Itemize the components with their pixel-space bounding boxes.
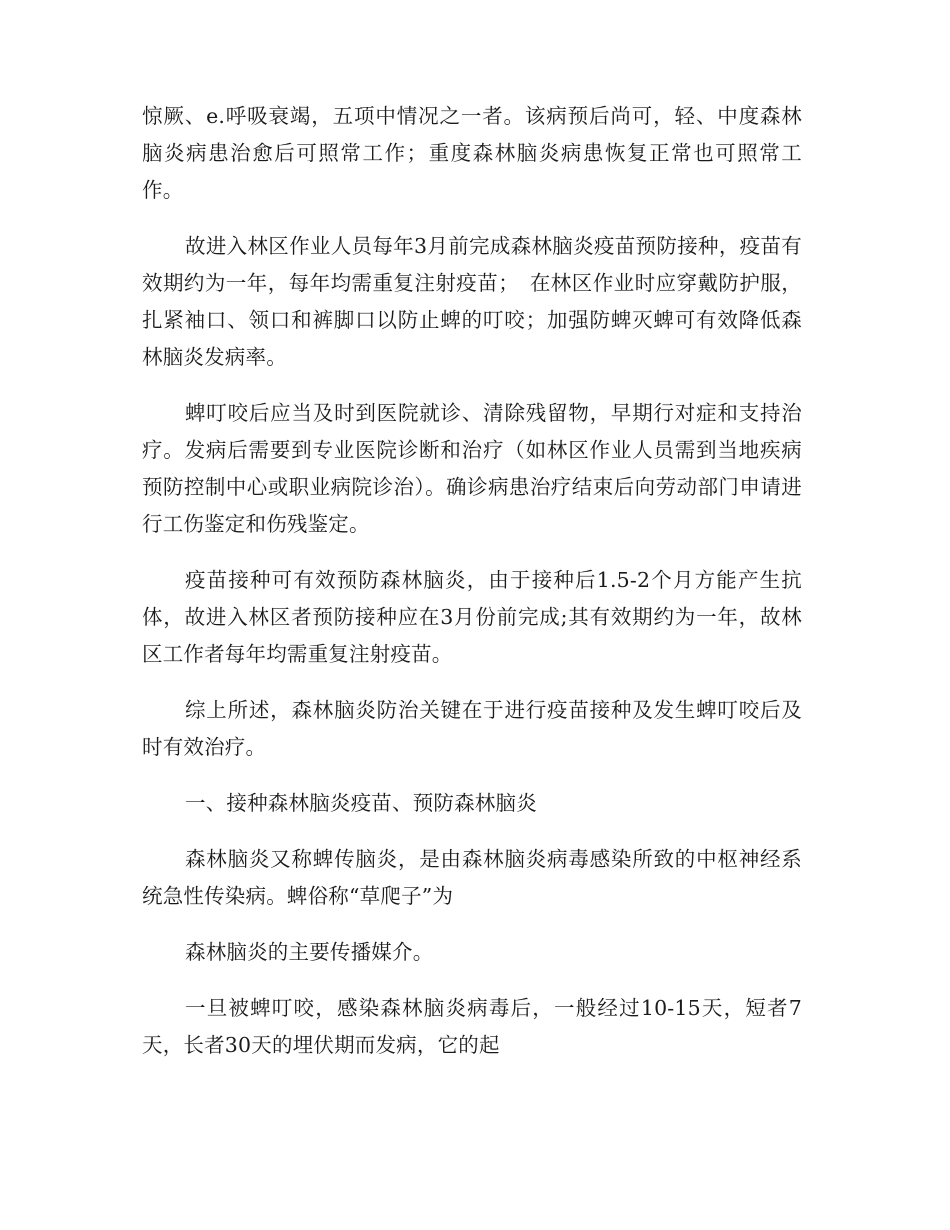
paragraph-5: 综上所述，森林脑炎防治关键在于进行疫苗接种及发生蜱叮咬后及时有效治疗。 [142,698,802,759]
paragraph-7: 森林脑炎又称蜱传脑炎，是由森林脑炎病毒感染所致的中枢神经系统急性传染病。蜱俗称“草爬子”为 [142,847,802,908]
paragraph-2: 故进入林区作业人员每年3月前完成森林脑炎疫苗预防接种，疫苗有效期约为一年，每年均需重复注射疫苗； 在林区作业时应穿戴防护服，扎紧袖口、领口和裤脚口以防止蜱的叮咬；加强防蜱灭蜱可有效降低森林脑炎发病率。 [142,234,802,369]
paragraph-4: 疫苗接种可有效预防森林脑炎，由于接种后1.5-2个月方能产生抗体，故进入林区者预防接种应在3月份前完成;其有效期约为一年，故林区工作者每年均需重复注射疫苗。 [142,568,802,666]
paragraph-1: 惊厥、e.呼吸衰竭，五项中情况之一者。该病预后尚可，轻、中度森林脑炎病患治愈后可照常工作；重度森林脑炎病患恢复正常也可照常工作。 [142,104,802,202]
document-body [142,98,802,1083]
paragraph-8: 森林脑炎的主要传播媒介。 [185,940,434,964]
paragraph-3: 蜱叮咬后应当及时到医院就诊、清除残留物，早期行对症和支持治疗。发病后需要到专业医院诊断和治疗（如林区作业人员需到当地疾病预防控制中心或职业病院诊治）。确诊病患治疗结束后向劳动部门申请进行工伤鉴定和伤残鉴定。 [142,401,802,536]
section-heading: 一、接种森林脑炎疫苗、预防森林脑炎 [185,791,537,815]
paragraph-9: 一旦被蜱叮咬，感染森林脑炎病毒后，一般经过10-15天，短者7天，长者30天的埋伏期而发病，它的起 [142,996,802,1057]
